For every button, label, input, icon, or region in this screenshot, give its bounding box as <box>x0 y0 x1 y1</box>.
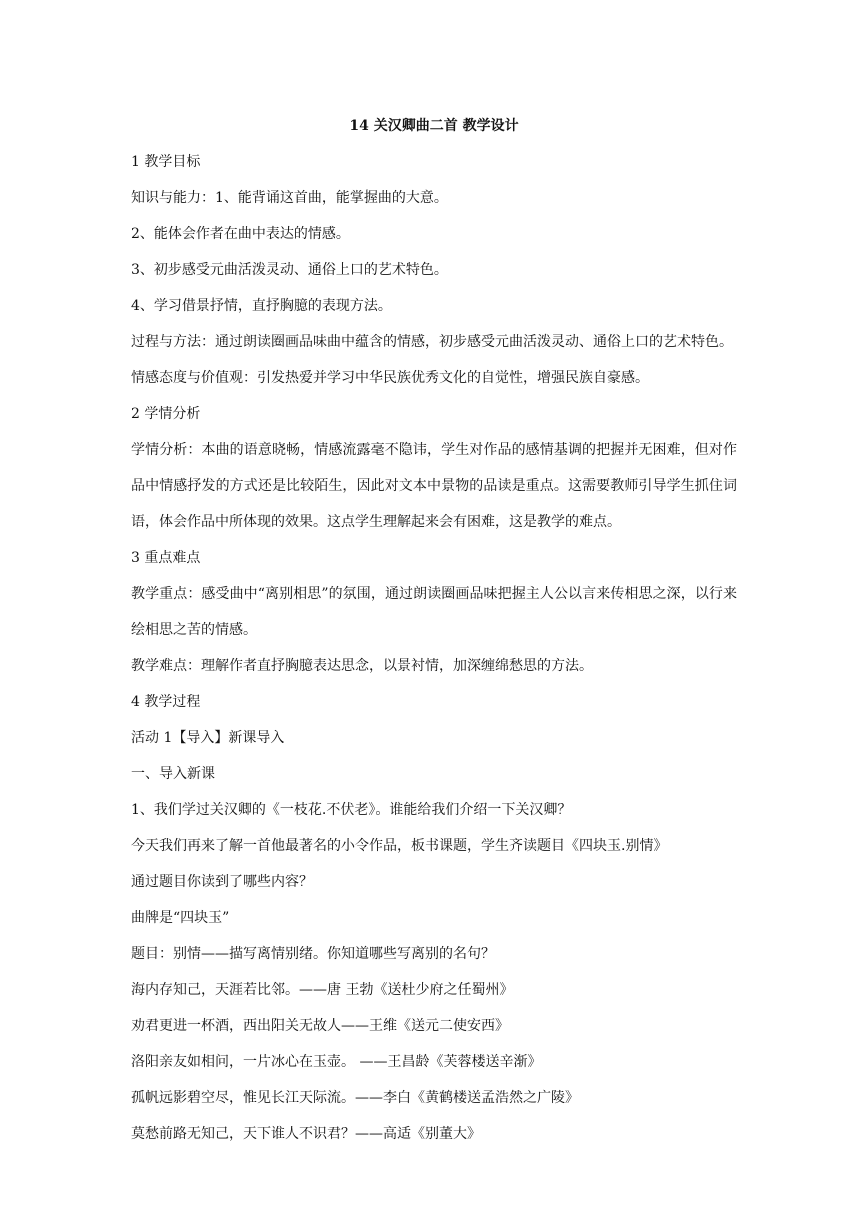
paragraph: 今天我们再来了解一首他最著名的小令作品，板书课题，学生齐读题目《四块玉.别情》 <box>131 838 668 854</box>
quote-line: 劝君更进一杯酒，西出阳关无故人——王维《送元二使安西》 <box>131 1018 509 1034</box>
paragraph: 教学难点：理解作者直抒胸臆表达思念，以景衬情，加深缠绵愁思的方法。 <box>131 658 593 674</box>
section-heading-process: 4 教学过程 <box>131 694 201 710</box>
paragraph: 一、导入新课 <box>131 766 215 782</box>
paragraph: 情感态度与价值观：引发热爱并学习中华民族优秀文化的自觉性，增强民族自豪感。 <box>131 370 649 386</box>
paragraph: 2、能体会作者在曲中表达的情感。 <box>131 226 350 242</box>
document-title: 14 关汉卿曲二首 教学设计 <box>349 118 519 134</box>
paragraph: 过程与方法：通过朗读圈画品味曲中蕴含的情感，初步感受元曲活泼灵动、通俗上口的艺术特色。 <box>131 334 733 350</box>
section-heading-objectives: 1 教学目标 <box>131 154 201 170</box>
quote-line: 莫愁前路无知己，天下谁人不识君？——高适《别董大》 <box>131 1126 481 1142</box>
paragraph: 3、初步感受元曲活泼灵动、通俗上口的艺术特色。 <box>131 262 448 278</box>
quote-line: 孤帆远影碧空尽，惟见长江天际流。——李白《黄鹤楼送孟浩然之广陵》 <box>131 1090 579 1106</box>
document-body <box>131 108 737 1152</box>
paragraph: 通过题目你读到了哪些内容？ <box>131 874 313 890</box>
paragraph: 4、学习借景抒情，直抒胸臆的表现方法。 <box>131 298 392 314</box>
quote-line: 海内存知己，天涯若比邻。——唐 王勃《送杜少府之任蜀州》 <box>131 982 514 998</box>
paragraph: 1、我们学过关汉卿的《一枝花.不伏老》。谁能给我们介绍一下关汉卿？ <box>131 802 572 818</box>
quote-line: 洛阳亲友如相问，一片冰心在玉壶。 ——王昌龄《芙蓉楼送辛渐》 <box>131 1054 542 1070</box>
paragraph: 知识与能力：1、能背诵这首曲，能掌握曲的大意。 <box>131 190 448 206</box>
paragraph: 曲牌是“四块玉” <box>131 910 230 926</box>
section-heading-key-points: 3 重点难点 <box>131 550 201 566</box>
section-heading-analysis: 2 学情分析 <box>131 406 201 422</box>
activity-heading: 活动 1【导入】新课导入 <box>131 730 285 746</box>
paragraph: 题目：别情——描写离情别绪。你知道哪些写离别的名句？ <box>131 946 495 962</box>
paragraph: 学情分析：本曲的语意晓畅，情感流露毫不隐讳，学生对作品的感情基调的把握并无困难，但对作品中情感抒发的方式还是比较陌生，因此对文本中景物的品读是重点。这需要教师引导学生抓住词语，体会作品中所体现的效果。这点学生理解起来会有困难，这是教学的难点。 <box>131 442 737 530</box>
paragraph: 教学重点：感受曲中“离别相思”的氛围，通过朗读圈画品味把握主人公以言来传相思之深，以行来绘相思之苦的情感。 <box>131 586 737 638</box>
